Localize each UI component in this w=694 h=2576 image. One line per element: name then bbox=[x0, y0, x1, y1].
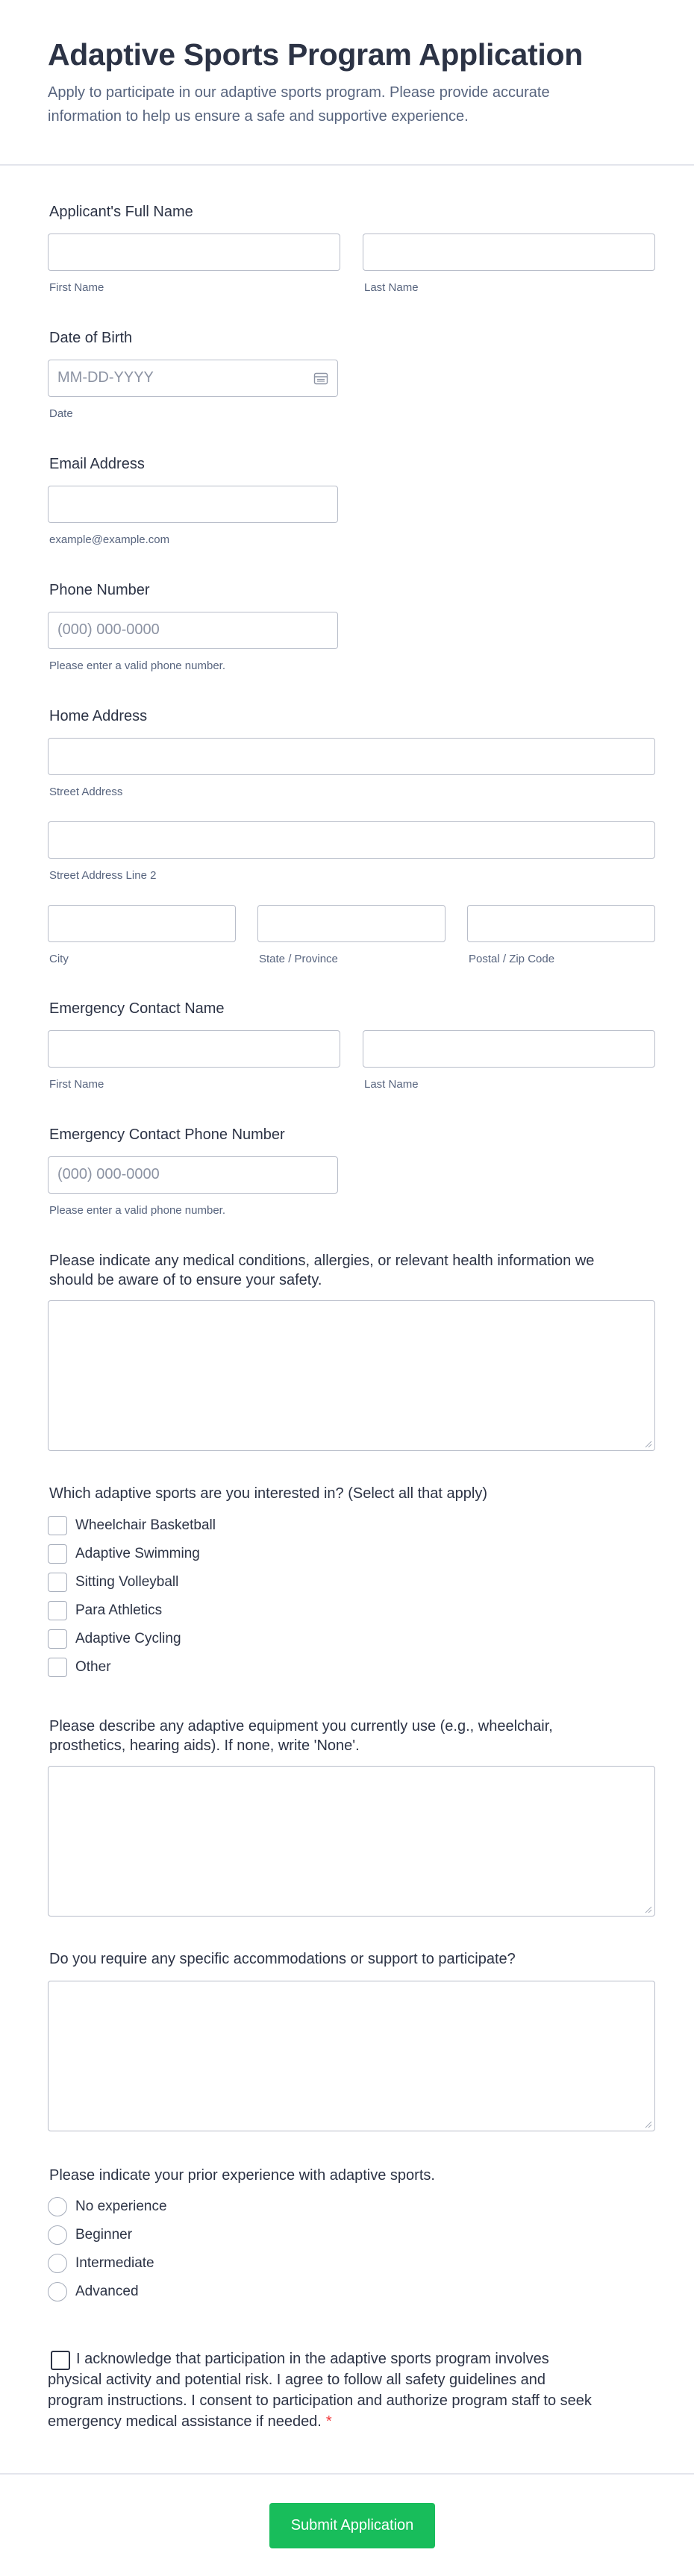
checkbox-adaptive-cycling[interactable] bbox=[48, 1629, 67, 1649]
acknowledgement-text bbox=[48, 2348, 593, 2432]
accommodations-textarea[interactable] bbox=[48, 1981, 655, 2131]
emergency-last-name-input[interactable] bbox=[363, 1030, 655, 1068]
option-label: Beginner bbox=[75, 2227, 133, 2243]
emergency-phone-label: Emergency Contact Phone Number bbox=[49, 1126, 285, 1143]
equipment-label-line1: Please describe any adaptive equipment you currently use (e.g., wheelchair, bbox=[49, 1718, 553, 1734]
city-sublabel: City bbox=[49, 953, 69, 965]
phone-input[interactable] bbox=[48, 612, 338, 649]
city-input[interactable] bbox=[48, 905, 236, 942]
option-label: Para Athletics bbox=[75, 1602, 163, 1618]
emergency-phone-placeholder: (000) 000-0000 bbox=[57, 1166, 160, 1182]
option-label: Adaptive Swimming bbox=[75, 1546, 200, 1561]
medical-label-line1: Please indicate any medical conditions, allergies, or relevant health information we bbox=[49, 1253, 595, 1269]
form-header bbox=[0, 0, 694, 166]
street-address-sublabel: Street Address bbox=[49, 786, 123, 798]
zip-input[interactable] bbox=[467, 905, 655, 942]
email-input[interactable] bbox=[48, 486, 338, 523]
street-address-input[interactable] bbox=[48, 738, 655, 775]
state-input[interactable] bbox=[257, 905, 446, 942]
resize-handle-icon[interactable] bbox=[643, 1905, 652, 1914]
street-address-2-sublabel: Street Address Line 2 bbox=[49, 869, 157, 882]
state-sublabel: State / Province bbox=[259, 953, 338, 965]
dob-placeholder: MM-DD-YYYY bbox=[57, 369, 154, 386]
page-title: Adaptive Sports Program Application bbox=[48, 37, 583, 72]
radio-no-experience[interactable] bbox=[48, 2197, 67, 2216]
option-label: Other bbox=[75, 1659, 111, 1675]
emergency-name-label: Emergency Contact Name bbox=[49, 1000, 225, 1017]
equipment-textarea[interactable] bbox=[48, 1766, 655, 1917]
checkbox-adaptive-swimming[interactable] bbox=[48, 1544, 67, 1564]
dob-input[interactable] bbox=[48, 360, 338, 397]
dob-label: Date of Birth bbox=[49, 330, 133, 346]
dob-sublabel: Date bbox=[49, 407, 73, 420]
last-name-sublabel: Last Name bbox=[364, 281, 419, 294]
phone-sublabel: Please enter a valid phone number. bbox=[49, 659, 225, 672]
phone-placeholder: (000) 000-0000 bbox=[57, 621, 160, 638]
calendar-icon[interactable] bbox=[313, 372, 328, 385]
page-subtitle: Apply to participate in our adaptive sports program. Please provide accurate information to help us ensure a safe and supportive experience. bbox=[48, 84, 550, 125]
checkbox-sitting-volleyball[interactable] bbox=[48, 1573, 67, 1592]
checkbox-para-athletics[interactable] bbox=[48, 1601, 67, 1620]
emergency-phone-input[interactable] bbox=[48, 1156, 338, 1194]
full-name-label: Applicant's Full Name bbox=[49, 204, 193, 220]
emergency-first-name-input[interactable] bbox=[48, 1030, 340, 1068]
email-sublabel: example@example.com bbox=[49, 533, 170, 546]
address-label: Home Address bbox=[49, 708, 148, 724]
emergency-phone-sublabel: Please enter a valid phone number. bbox=[49, 1204, 225, 1217]
experience-label: Please indicate your prior experience with adaptive sports. bbox=[49, 2167, 435, 2184]
radio-advanced[interactable] bbox=[48, 2282, 67, 2301]
checkbox-other[interactable] bbox=[48, 1658, 67, 1677]
last-name-input[interactable] bbox=[363, 234, 655, 271]
zip-sublabel: Postal / Zip Code bbox=[469, 953, 555, 965]
street-address-2-input[interactable] bbox=[48, 821, 655, 859]
footer-divider bbox=[0, 2473, 694, 2475]
acknowledgement-text-body: I acknowledge that participation in the adaptive sports program involves physical activity and potential risk. I agree to follow all safety guidelines and program instructions. I consent to participation and authorize program staff to seek emergency medical assistance if needed. bbox=[48, 2351, 592, 2430]
option-label: Advanced bbox=[75, 2284, 139, 2299]
resize-handle-icon[interactable] bbox=[643, 2119, 652, 2128]
option-label: Sitting Volleyball bbox=[75, 1574, 179, 1590]
email-label: Email Address bbox=[49, 456, 145, 472]
medical-textarea[interactable] bbox=[48, 1300, 655, 1451]
emergency-first-name-sublabel: First Name bbox=[49, 1078, 104, 1091]
radio-intermediate[interactable] bbox=[48, 2254, 67, 2273]
resize-handle-icon[interactable] bbox=[643, 1439, 652, 1448]
option-label: Intermediate bbox=[75, 2255, 154, 2271]
radio-beginner[interactable] bbox=[48, 2225, 67, 2245]
required-mark: * bbox=[325, 2413, 332, 2430]
submit-button[interactable]: Submit Application bbox=[269, 2503, 435, 2548]
option-label: No experience bbox=[75, 2199, 167, 2214]
emergency-last-name-sublabel: Last Name bbox=[364, 1078, 419, 1091]
first-name-input[interactable] bbox=[48, 234, 340, 271]
option-label: Wheelchair Basketball bbox=[75, 1517, 216, 1533]
first-name-sublabel: First Name bbox=[49, 281, 104, 294]
option-label: Adaptive Cycling bbox=[75, 1631, 181, 1646]
sports-label: Which adaptive sports are you interested in? (Select all that apply) bbox=[49, 1485, 487, 1502]
phone-label: Phone Number bbox=[49, 582, 150, 598]
accommodations-label: Do you require any specific accommodations or support to participate? bbox=[49, 1951, 516, 1967]
medical-label-line2: should be aware of to ensure your safety. bbox=[49, 1272, 322, 1288]
equipment-label-line2: prosthetics, hearing aids). If none, write 'None'. bbox=[49, 1737, 360, 1754]
checkbox-wheelchair-basketball[interactable] bbox=[48, 1516, 67, 1535]
